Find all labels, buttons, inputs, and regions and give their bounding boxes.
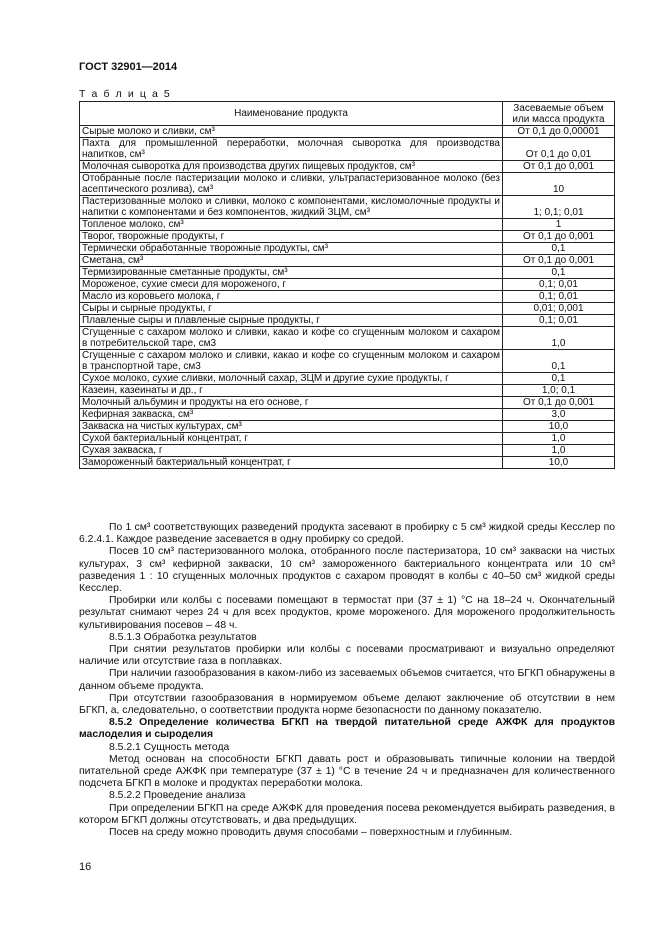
paragraph: Метод основан на способности БГКП давать рост и образовывать типичные колонии на твердой питательной среде АЖФК при температуре (37 ± 1) °С в течение 24 ч и предназначен для количественного подсчета БГКП в молоке и продуктах переработки молока.: [79, 753, 615, 790]
sample-volume-cell: 0,01; 0,001: [503, 303, 615, 315]
product-name-cell: Творог, творожные продукты, г: [80, 231, 503, 243]
table-row: [80, 409, 615, 421]
sample-volume-cell: 0,1; 0,01: [503, 291, 615, 303]
product-name-cell: Пахта для промышленной переработки, молочная сыворотка для производства напитков, см³: [80, 138, 503, 161]
sample-volume-cell: 1: [503, 219, 615, 231]
sample-volume-cell: 0,1: [503, 243, 615, 255]
paragraph: 8.5.2.1 Сущность метода: [109, 741, 230, 753]
table-body: [80, 126, 615, 469]
sample-volume-cell: 1,0; 0,1: [503, 385, 615, 397]
paragraph: 8.5.2 Определение количества БГКП на твердой питательной среде АЖФК для продуктов маслоделия и сыроделия: [79, 717, 615, 741]
paragraph: По 1 см³ соответствующих разведений продукта засевают в пробирку с 5 см³ жидкой среды Кесслер по 6.2.4.1. Каждое разведение засевается в одну пробирку со средой.: [79, 522, 615, 546]
sample-volume-cell: 0,1: [503, 350, 615, 373]
paragraph: При определении БГКП на среде АЖФК для проведения посева рекомендуется выбирать разведения, в котором БГКП должны отсутствовать, и два предыдущих.: [79, 802, 615, 826]
table-row: [80, 138, 615, 161]
product-name-cell: Топленое молоко, см³: [80, 219, 503, 231]
table-row: [80, 385, 615, 397]
product-table: [79, 101, 615, 469]
product-name-cell: Сыры и сырные продукты, г: [80, 303, 503, 315]
header-product-name: Наименование продукта: [80, 102, 503, 126]
paragraph: Пробирки или колбы с посевами помещают в термостат при (37 ± 1) °С на 18–24 ч. Окончательный результат снимают через 24 ч для всех продуктов, кроме мороженого. Для мороженого продолжительность культивирования посевов – 48 ч.: [79, 595, 615, 631]
table-row: [80, 457, 615, 469]
product-name-cell: Молочная сыворотка для производства других пищевых продуктов, см³: [80, 161, 503, 173]
sample-volume-cell: 1,0: [503, 327, 615, 350]
table-row: [80, 231, 615, 243]
sample-volume-cell: 3,0: [503, 409, 615, 421]
sample-volume-cell: От 0,1 до 0,001: [503, 231, 615, 243]
table-caption: Т а б л и ц а 5: [79, 88, 172, 100]
product-name-cell: Сухая закваска, г: [80, 445, 503, 457]
product-name-cell: Сгущенные с сахаром молоко и сливки, какао и кофе со сгущенным молоком и сахаром в транспортной таре, см3: [80, 350, 503, 373]
table-row: [80, 279, 615, 291]
product-name-cell: Пастеризованные молоко и сливки, молоко с компонентами, кисломолочные продукты и напитки с компонентами и без компонентов, жидкий ЗЦМ, см³: [80, 196, 503, 219]
product-name-cell: Сметана, см³: [80, 255, 503, 267]
paragraph: При снятии результатов пробирки или колбы с посевами просматривают и визуально определяют наличие или отсутствие газа в поплавках.: [79, 644, 615, 668]
sample-volume-cell: 0,1; 0,01: [503, 315, 615, 327]
product-name-cell: Термизированные сметанные продукты, см³: [80, 267, 503, 279]
table-row: [80, 291, 615, 303]
table-row: [80, 161, 615, 173]
sample-volume-cell: 0,1: [503, 267, 615, 279]
table-row: [80, 243, 615, 255]
sample-volume-cell: От 0,1 до 0,001: [503, 161, 615, 173]
paragraph: При наличии газообразования в каком-либо из засеваемых объемов считается, что БГКП обнаружены в данном объеме продукта.: [79, 668, 615, 692]
table-row: [80, 255, 615, 267]
table-row: [80, 327, 615, 350]
header-sample-volume: Засеваемые объем или масса продукта: [503, 102, 615, 126]
table-row: [80, 126, 615, 138]
table-row: [80, 421, 615, 433]
table-row: [80, 350, 615, 373]
sample-volume-cell: 10,0: [503, 421, 615, 433]
product-name-cell: Отобранные после пастеризации молоко и сливки, ультрапастеризованное молоко (без асептического розлива), см³: [80, 173, 503, 196]
product-name-cell: Масло из коровьего молока, г: [80, 291, 503, 303]
sample-volume-cell: 10,0: [503, 457, 615, 469]
sample-volume-cell: От 0,1 до 0,001: [503, 255, 615, 267]
paragraph: Посев на среду можно проводить двумя способами – поверхностным и глубинным.: [109, 827, 513, 839]
table-row: [80, 196, 615, 219]
standard-number: ГОСТ 32901—2014: [79, 61, 178, 73]
product-name-cell: Плавленые сыры и плавленые сырные продукты, г: [80, 315, 503, 327]
product-name-cell: Сухой бактериальный концентрат, г: [80, 433, 503, 445]
body-text: [79, 522, 615, 839]
table-row: [80, 397, 615, 409]
product-name-cell: Кефирная закваска, см³: [80, 409, 503, 421]
sample-volume-cell: От 0,1 до 0,001: [503, 397, 615, 409]
product-name-cell: Термически обработанные творожные продукты, см³: [80, 243, 503, 255]
paragraph: 8.5.2.2 Проведение анализа: [109, 790, 246, 802]
product-name-cell: Казеин, казеинаты и др., г: [80, 385, 503, 397]
sample-volume-cell: От 0,1 до 0,00001: [503, 126, 615, 138]
sample-volume-cell: 1,0: [503, 445, 615, 457]
table-row: [80, 433, 615, 445]
table-row: [80, 219, 615, 231]
sample-volume-cell: 1; 0,1; 0,01: [503, 196, 615, 219]
sample-volume-cell: От 0,1 до 0,01: [503, 138, 615, 161]
product-name-cell: Замороженный бактериальный концентрат, г: [80, 457, 503, 469]
table-row: [80, 173, 615, 196]
table-row: [80, 267, 615, 279]
table-row: [80, 303, 615, 315]
product-name-cell: Сгущенные с сахаром молоко и сливки, какао и кофе со сгущенным молоком и сахаром в потребительской таре, см3: [80, 327, 503, 350]
table-row: [80, 315, 615, 327]
sample-volume-cell: 10: [503, 173, 615, 196]
sample-volume-cell: 0,1: [503, 373, 615, 385]
product-name-cell: Сырые молоко и сливки, см³: [80, 126, 503, 138]
paragraph: При отсутствии газообразования в нормируемом объеме делают заключение об отсутствии в нем БГКП, а, следовательно, о соответствии продукта норме безопасности по данному показателю.: [79, 692, 615, 717]
product-name-cell: Мороженое, сухие смеси для мороженого, г: [80, 279, 503, 291]
sample-volume-cell: 0,1; 0,01: [503, 279, 615, 291]
sample-volume-cell: 1,0: [503, 433, 615, 445]
page-number: 16: [79, 861, 92, 873]
table-header-row: [80, 102, 615, 126]
product-name-cell: Сухое молоко, сухие сливки, молочный сахар, ЗЦМ и другие сухие продукты, г: [80, 373, 503, 385]
product-name-cell: Закваска на чистых культурах, см³: [80, 421, 503, 433]
paragraph: 8.5.1.3 Обработка результатов: [109, 631, 257, 643]
paragraph: Посев 10 см³ пастеризованного молока, отобранного после пастеризатора, 10 см³ закваски на чистых культурах, 3 см³ кефирной закваски, 10 см³ замороженного бактериального концентрата или 10 см³ разведения 1 : 10 сгущенных молочных продуктов с сахаром проводят в колбы с 40–50 см³ жидкой среды Кесслер.: [79, 546, 615, 595]
table-row: [80, 445, 615, 457]
table-row: [80, 373, 615, 385]
product-name-cell: Молочный альбумин и продукты на его основе, г: [80, 397, 503, 409]
